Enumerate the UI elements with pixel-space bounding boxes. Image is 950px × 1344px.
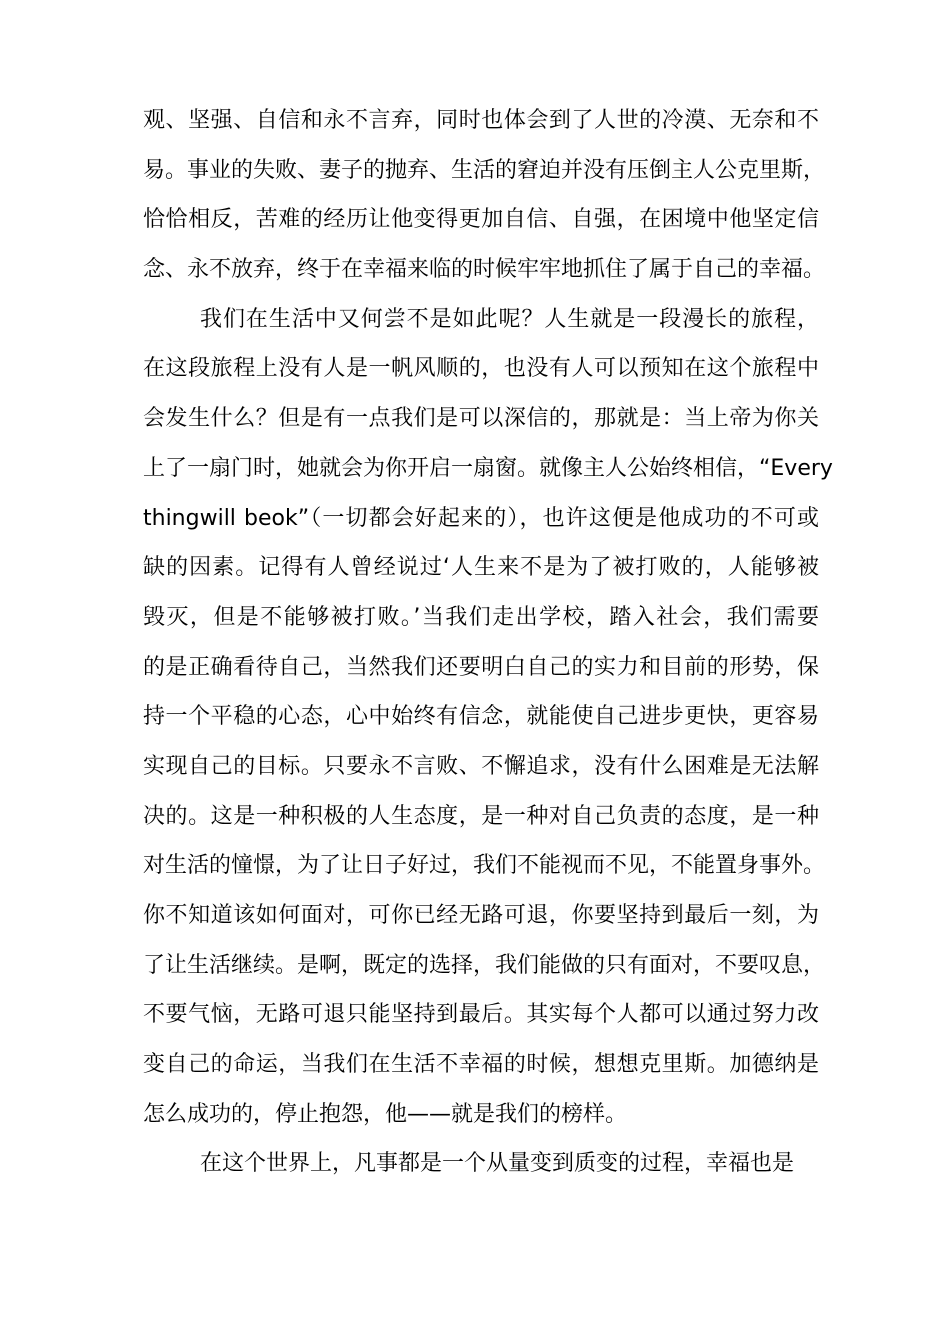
paragraph-2-line-8: 的是正确看待自己，当然我们还要明白自己的实力和目前的形势，保 xyxy=(143,654,819,680)
paragraph-2-line-11: 决的。这是一种积极的人生态度，是一种对自己负责的态度，是一种 xyxy=(143,803,819,829)
document-body xyxy=(143,96,833,1189)
paragraph-2-line-7: 毁灭，但是不能够被打败。’当我们走出学校，踏入社会，我们需要 xyxy=(143,604,819,630)
paragraph-2-line-4: 上了一扇门时，她就会为你开启一扇窗。就像主人公始终相信，“Every xyxy=(143,455,833,481)
paragraph-2-line-10: 实现自己的目标。只要永不言败、不懈追求，没有什么困难是无法解 xyxy=(143,753,819,779)
paragraph-1-line-2: 易。事业的失败、妻子的抛弃、生活的窘迫并没有压倒主人公克里斯， xyxy=(143,157,826,183)
paragraph-2-line-3: 会发生什么？但是有一点我们是可以深信的，那就是：当上帝为你关 xyxy=(143,406,819,432)
paragraph-1-line-3: 恰恰相反，苦难的经历让他变得更加自信、自强，在困境中他坚定信 xyxy=(143,207,819,233)
paragraph-3-line-1: 在这个世界上，凡事都是一个从量变到质变的过程，幸福也是 xyxy=(200,1151,795,1177)
paragraph-2-line-14: 了让生活继续。是啊，既定的选择，我们能做的只有面对，不要叹息， xyxy=(143,952,826,978)
paragraph-2-line-13: 你不知道该如何面对，可你已经无路可退，你要坚持到最后一刻，为 xyxy=(143,903,819,928)
paragraph-2-line-5: thingwill beok”（一切都会好起来的），也许这便是他成功的不可或 xyxy=(143,505,819,531)
paragraph-2-line-15: 不要气恼，无路可退只能坚持到最后。其实每个人都可以通过努力改 xyxy=(143,1002,819,1028)
paragraph-2-line-9: 持一个平稳的心态，心中始终有信念，就能使自己进步更快，更容易 xyxy=(143,704,819,730)
paragraph-2-line-2: 在这段旅程上没有人是一帆风顺的，也没有人可以预知在这个旅程中 xyxy=(143,356,819,382)
paragraph-2-line-1: 我们在生活中又何尝不是如此呢？人生就是一段漫长的旅程， xyxy=(200,306,819,332)
paragraph-2-line-16: 变自己的命运，当我们在生活不幸福的时候，想想克里斯。加德纳是 xyxy=(143,1052,819,1078)
paragraph-2-line-17: 怎么成功的，停止抱怨，他——就是我们的榜样。 xyxy=(143,1101,628,1127)
paragraph-1-line-1: 观、坚强、自信和永不言弃，同时也体会到了人世的冷漠、无奈和不 xyxy=(143,108,819,133)
paragraph-1-line-4: 念、永不放弃，终于在幸福来临的时候牢牢地抓住了属于自己的幸福。 xyxy=(143,257,826,283)
paragraph-2-line-6: 缺的因素。记得有人曾经说过‘人生来不是为了被打败的，人能够被 xyxy=(143,555,819,581)
paragraph-2-line-12: 对生活的憧憬，为了让日子好过，我们不能视而不见，不能置身事外。 xyxy=(143,853,826,879)
